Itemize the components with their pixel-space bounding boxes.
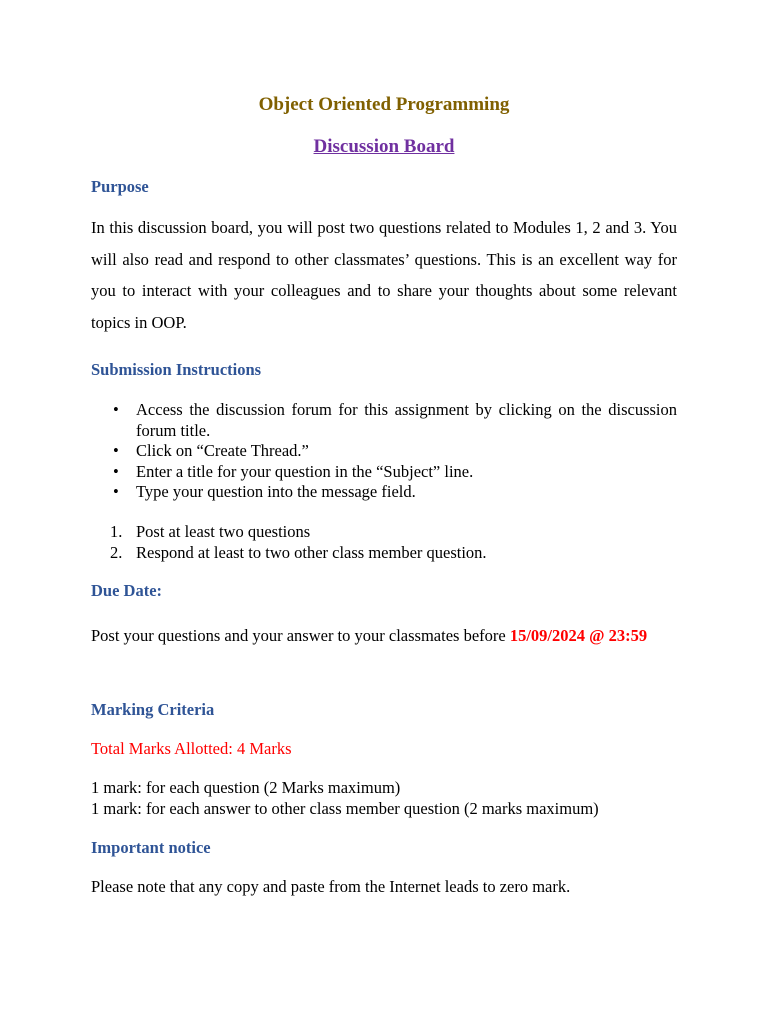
submission-heading: Submission Instructions bbox=[91, 360, 262, 379]
bullet-glyph: • bbox=[113, 482, 119, 501]
list-item bbox=[91, 400, 677, 441]
total-marks-text: Total Marks Allotted: 4 Marks bbox=[91, 739, 292, 758]
marking-line: 1 mark: for each answer to other class member question (2 marks maximum) bbox=[91, 799, 599, 818]
list-item-text: Access the discussion forum for this assignment by clicking on the discussion forum title. bbox=[136, 400, 677, 440]
purpose-heading: Purpose bbox=[91, 177, 149, 196]
important-notice-text: Please note that any copy and paste from the Internet leads to zero mark. bbox=[91, 877, 571, 896]
due-date-value: 15/09/2024 @ 23:59 bbox=[509, 626, 648, 645]
due-date-heading: Due Date: bbox=[91, 581, 163, 600]
list-item bbox=[91, 441, 677, 462]
list-item bbox=[91, 543, 677, 564]
important-notice-heading: Important notice bbox=[91, 838, 211, 857]
steps-numbered-list bbox=[91, 522, 677, 563]
bullet-glyph: • bbox=[113, 400, 119, 419]
list-item bbox=[91, 522, 677, 543]
purpose-paragraph: In this discussion board, you will post two questions related to Modules 1, 2 and 3. You will also read and respond to other classmates’ questions. This is an excellent way for you to interact with your colleagues and to share your thoughts about some relevant topics in OOP. bbox=[91, 218, 677, 332]
list-number: 2. bbox=[110, 542, 123, 562]
list-item-text: Post at least two questions bbox=[136, 522, 311, 541]
instruction-bullet-list bbox=[91, 400, 677, 503]
due-date-paragraph bbox=[91, 620, 677, 652]
list-item-text: Respond at least to two other class member question. bbox=[136, 542, 487, 562]
list-item-text: Click on “Create Thread.” bbox=[136, 441, 309, 460]
list-number: 1. bbox=[110, 522, 123, 541]
due-date-text: Post your questions and your answer to your classmates before bbox=[91, 626, 510, 645]
document-subtitle: Discussion Board bbox=[313, 136, 455, 157]
list-item-text: Type your question into the message field. bbox=[136, 482, 416, 501]
list-item bbox=[91, 482, 677, 503]
marking-line: 1 mark: for each question (2 Marks maximum) bbox=[91, 778, 401, 797]
bullet-glyph: • bbox=[113, 441, 119, 460]
document-title: Object Oriented Programming bbox=[258, 94, 510, 115]
list-item-text: Enter a title for your question in the “Subject” line. bbox=[136, 461, 474, 481]
list-item bbox=[91, 462, 677, 483]
bullet-glyph: • bbox=[113, 461, 119, 481]
marking-criteria-heading: Marking Criteria bbox=[91, 700, 215, 719]
